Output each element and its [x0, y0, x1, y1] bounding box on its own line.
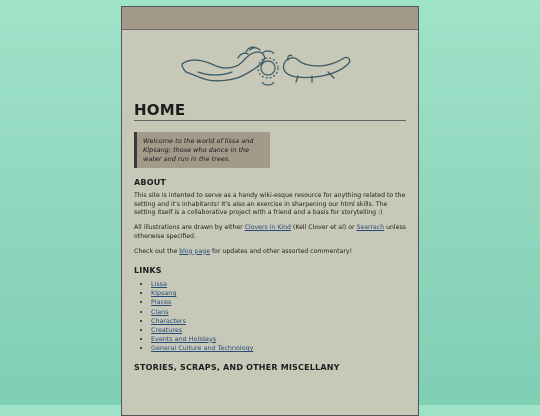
main-content [134, 101, 406, 377]
page-title: HOME [134, 101, 406, 121]
page-panel [121, 6, 419, 416]
link-clans[interactable]: Clans [151, 307, 169, 316]
land-creature-icon [283, 57, 349, 77]
illustrations-text-end: unless otherwise specified. [134, 224, 406, 240]
searrach-link[interactable]: Searrach [356, 224, 385, 232]
sun-emblem-icon [258, 51, 278, 85]
list-item [151, 308, 406, 317]
links-list [134, 280, 406, 353]
blog-paragraph [134, 248, 406, 257]
link-lissa[interactable]: Lissa [151, 280, 167, 289]
list-item [151, 344, 406, 353]
blog-text-start: Check out the [134, 247, 180, 255]
top-bar [122, 7, 418, 30]
about-paragraph: This site is intented to serve as a handy wiki-esque resource for anything related to the setting and it's inhabitants! It's also an exercise in sharpening our html skills. The setting itself is a collaborative project with a friend and a basis for storytelling :) [134, 192, 406, 217]
link-events-and-holidays[interactable]: Events and Holidays [151, 334, 217, 343]
stories-heading: STORIES, SCRAPS, AND OTHER MISCELLANY [134, 362, 340, 372]
about-heading: ABOUT [134, 178, 167, 187]
links-heading: LINKS [134, 266, 162, 276]
clovers-in-kind-link[interactable]: Clovers in Kind [244, 224, 291, 232]
list-item [151, 326, 406, 335]
list-item [151, 317, 406, 326]
sea-creature-icon [182, 52, 265, 81]
blog-text-end: for updates and other assorted commentary! [210, 247, 353, 255]
banner-illustration [178, 42, 358, 92]
illustrations-text-mid: (Kell Clover et al) or [290, 224, 357, 232]
illustrations-paragraph [134, 224, 406, 241]
illustrations-text-start: All illustrations are drawn by either [134, 224, 245, 232]
list-item [151, 335, 406, 344]
link-klpsang[interactable]: Klpsang [151, 289, 177, 298]
link-characters[interactable]: Characters [151, 316, 186, 325]
blog-page-link[interactable]: blog page [179, 247, 211, 255]
link-general-culture[interactable]: General Culture and Technology [151, 343, 254, 352]
link-creatures[interactable]: Creatures [151, 325, 183, 334]
welcome-quote: Welcome to the world of lissa and Klpsang; those who dance in the water and run in the trees. [134, 132, 270, 168]
list-item [151, 280, 406, 289]
link-places[interactable]: Places [151, 298, 172, 307]
list-item [151, 298, 406, 307]
list-item [151, 289, 406, 298]
